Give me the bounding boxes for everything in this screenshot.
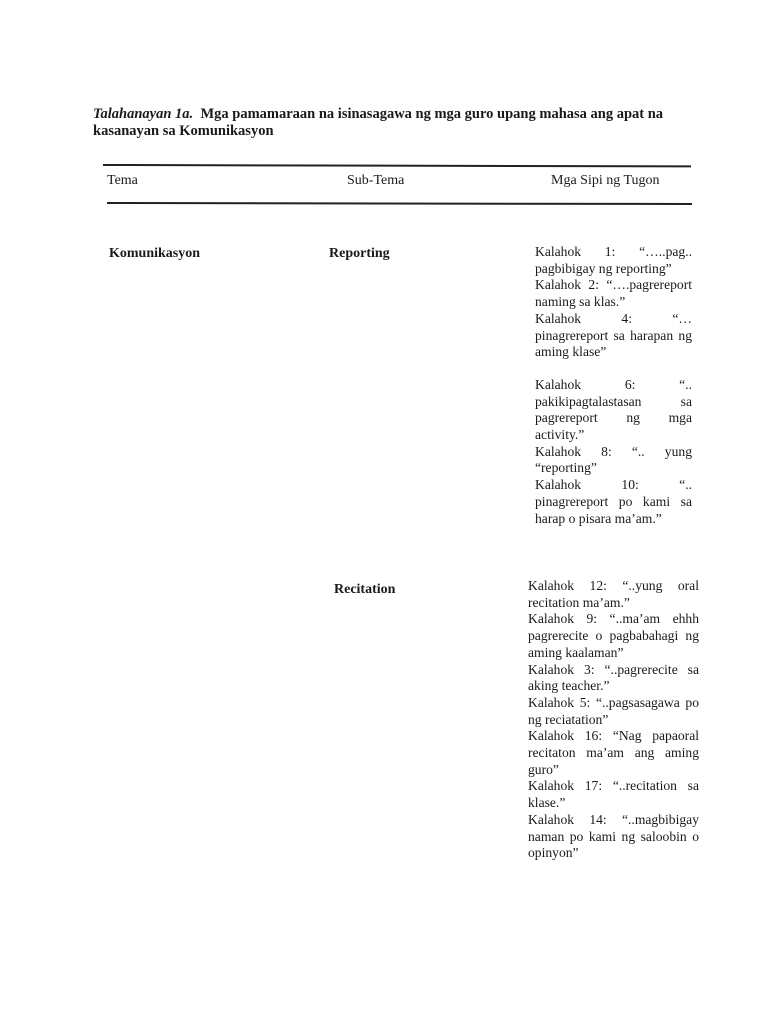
caption-title: Mga pamamaraan na isinasagawa ng mga guro upang mahasa ang apat na kasanayan sa Komunikasyon: [93, 106, 664, 139]
quote-kalahok-12: Kalahok 12: “..yung oral recitation ma’am.”: [528, 578, 699, 610]
quote-kalahok-9: Kalahok 9: “..ma’am ehhh pagrerecite o pagbabahagi ng aming kaalaman”: [528, 611, 699, 660]
quote-kalahok-3: Kalahok 3: “..pagrerecite sa aking teacher.”: [528, 661, 699, 694]
column-header-mga-sipi-ng-tugon: Mga Sipi ng Tugon: [551, 173, 660, 188]
table-header-rule: [107, 202, 692, 205]
quote-kalahok-10: Kalahok 10: “.. pinagrereport po kami sa harap o pisara ma’am.”: [535, 477, 692, 526]
quote-kalahok-6: Kalahok 6: “.. pakikipagtalastasan sa pagrereport ng mga activity.”: [535, 376, 692, 443]
column-header-tema: Tema: [107, 173, 138, 188]
table-top-rule: [103, 164, 691, 167]
theme-komunikasyon: Komunikasyon: [109, 246, 201, 261]
quote-kalahok-8: Kalahok 8: “.. yung “reporting”: [535, 443, 692, 476]
column-header-sub-tema: Sub-Tema: [347, 173, 405, 188]
caption-label: Talahanayan 1a.: [93, 106, 194, 122]
quote-kalahok-14: Kalahok 14: “..magbibigay naman po kami ng saloobin o opinyon”: [528, 811, 699, 861]
quote-kalahok-1: Kalahok 1: “…..pag.. pagbibigay ng reporting”: [535, 244, 692, 276]
quote-kalahok-17: Kalahok 17: “..recitation sa klase.”: [528, 778, 699, 811]
subtheme-recitation: Recitation: [334, 582, 396, 597]
quote-kalahok-5: Kalahok 5: “..pagsasagawa po ng reciatation”: [528, 694, 699, 727]
quote-kalahok-4: Kalahok 4: “… pinagrereport sa harapan ng aming klase”: [535, 310, 692, 360]
table-caption: [93, 106, 673, 140]
quote-kalahok-16: Kalahok 16: “Nag papaoral recitaton ma’am ang aming guro”: [528, 728, 699, 777]
reporting-quotes: [535, 244, 692, 527]
subtheme-reporting: Reporting: [329, 246, 390, 261]
quote-kalahok-2: Kalahok 2: “….pagrereport naming sa klas.”: [535, 277, 692, 310]
recitation-quotes: [528, 578, 699, 862]
